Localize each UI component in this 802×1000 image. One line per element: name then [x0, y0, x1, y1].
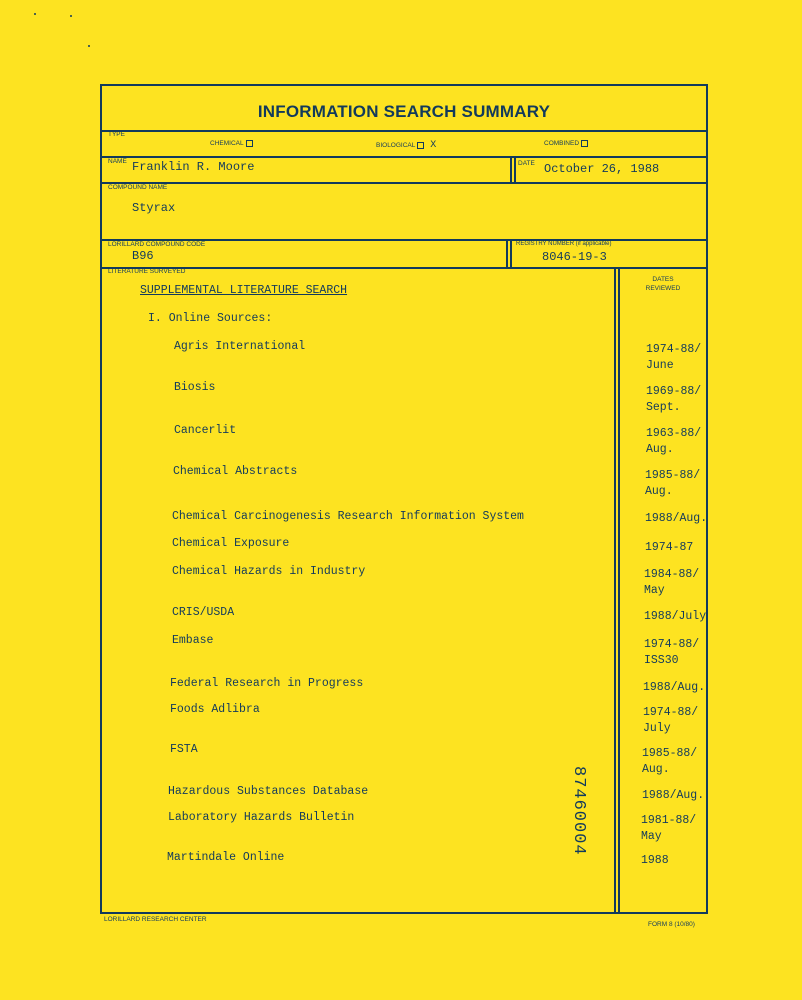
dates-column-divider [618, 267, 620, 914]
type-combined-label: COMBINED [544, 140, 580, 148]
registry-label: REGISTRY NUMBER (if applicable) [516, 241, 612, 247]
rule [102, 182, 706, 184]
form-title: INFORMATION SEARCH SUMMARY [257, 102, 551, 121]
list-item-dates: 1988/Aug. [645, 512, 708, 525]
footer-form-number: FORM 8 (10/80) [648, 921, 695, 928]
list-item-dates: 1988/Aug. [643, 681, 706, 694]
list-item: Federal Research in Progress [170, 677, 364, 690]
list-item-dates: 1974-88/ July [643, 706, 699, 735]
scan-speck [34, 13, 36, 15]
type-chemical [210, 140, 253, 147]
list-item-dates: 1984-88/ May [644, 568, 700, 597]
type-label: TYPE [108, 131, 125, 138]
compound-name-label: COMPOUND NAME [108, 184, 168, 191]
section-title: I. Online Sources: [148, 312, 273, 325]
divider [514, 156, 516, 182]
list-item-dates: 1988 [641, 854, 669, 867]
list-item: Embase [172, 634, 214, 647]
scan-speck [88, 45, 90, 47]
list-item: Foods Adlibra [170, 703, 260, 716]
dates-column-divider [614, 267, 616, 914]
name-value: Franklin R. Moore [132, 160, 255, 174]
list-item-dates: 1969-88/ Sept. [646, 385, 702, 414]
list-item-dates: 1985-88/ Aug. [642, 747, 698, 776]
list-item-dates: 1981-88/ May [641, 814, 697, 843]
compound-code-label: LORILLARD COMPOUND CODE [108, 241, 206, 248]
search-summary-form [100, 84, 708, 914]
type-biological-label: BIOLOGICAL [376, 142, 416, 149]
list-item-dates: 1974-88/ June [646, 343, 702, 372]
registry-value: 8046-19-3 [542, 250, 607, 264]
list-item-dates: 1974-87 [645, 541, 694, 554]
footer-organization: LORILLARD RESEARCH CENTER [104, 916, 207, 923]
list-item-dates: 1985-88/ Aug. [645, 469, 701, 498]
list-item: Cancerlit [174, 424, 237, 437]
list-item: Chemical Hazards in Industry [172, 565, 366, 578]
list-item-dates: 1974-88/ ISS30 [644, 638, 700, 667]
list-item: Agris International [174, 340, 306, 353]
type-combined [544, 140, 588, 147]
divider [506, 239, 508, 267]
rule [102, 156, 706, 158]
list-item: CRIS/USDA [172, 606, 235, 619]
date-value: October 26, 1988 [544, 162, 660, 176]
list-item: Chemical Exposure [172, 537, 290, 550]
type-biological [376, 140, 436, 151]
list-item-dates: 1988/July [644, 610, 707, 623]
list-item: Martindale Online [167, 851, 285, 864]
divider [510, 156, 512, 182]
list-item-dates: 1963-88/ Aug. [646, 427, 702, 456]
list-item: Biosis [174, 381, 216, 394]
rule [102, 130, 706, 132]
biological-check-mark: X [430, 140, 437, 151]
checkbox-icon [581, 140, 588, 147]
dates-reviewed-header: DATES REVIEWED [645, 276, 681, 292]
literature-heading: SUPPLEMENTAL LITERATURE SEARCH [140, 284, 348, 297]
divider [510, 239, 512, 267]
type-chemical-label: CHEMICAL [210, 140, 244, 148]
compound-name-value: Styrax [132, 201, 176, 215]
literature-label: LITERATURE SURVEYED [108, 268, 186, 275]
compound-code-value: B96 [132, 249, 154, 263]
list-item: Chemical Carcinogenesis Research Information System [172, 510, 524, 523]
document-number-stamp: 87460004 [569, 766, 588, 856]
checkbox-icon [417, 142, 424, 149]
list-item-dates: 1988/Aug. [642, 789, 705, 802]
name-label: NAME [108, 158, 127, 165]
date-label: DATE [518, 160, 535, 167]
list-item: FSTA [170, 743, 198, 756]
checkbox-icon [246, 140, 253, 147]
list-item: Hazardous Substances Database [168, 785, 369, 798]
list-item: Chemical Abstracts [173, 465, 298, 478]
scan-speck [70, 15, 72, 17]
list-item: Laboratory Hazards Bulletin [168, 811, 355, 824]
